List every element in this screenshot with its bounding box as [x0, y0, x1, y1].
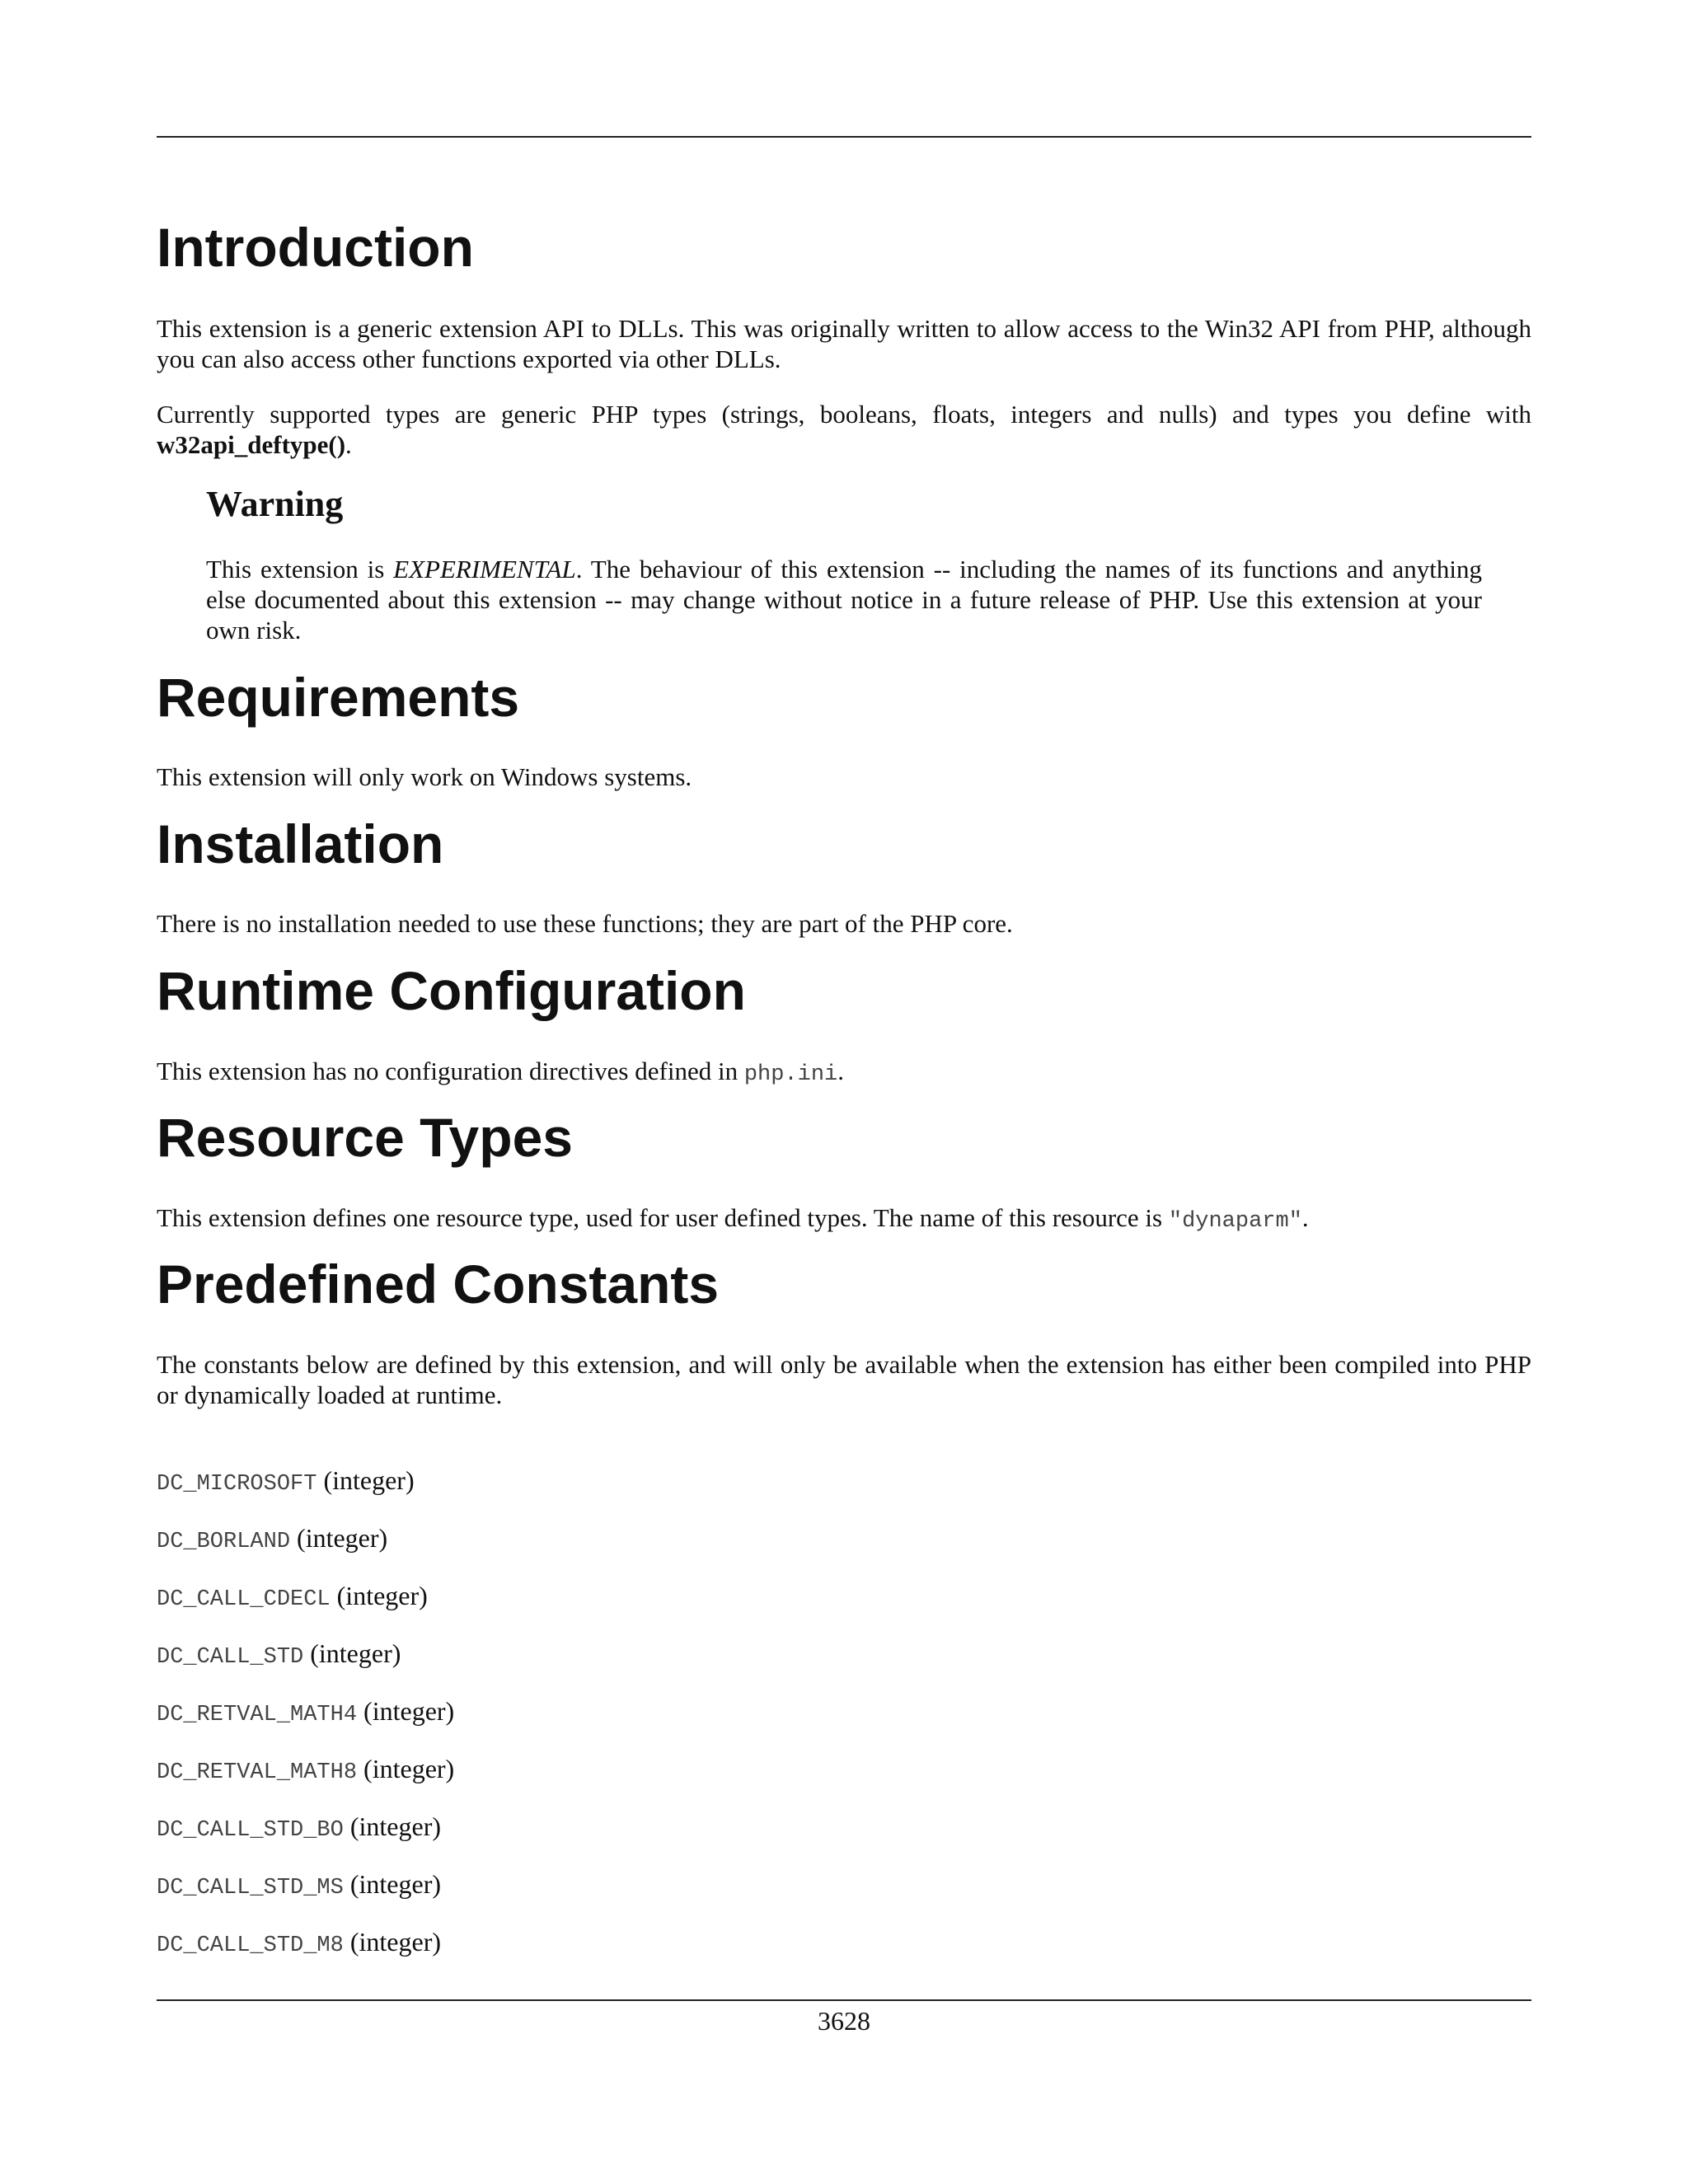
- installation-heading: Installation: [157, 813, 444, 874]
- constant-type: (integer): [349, 1869, 441, 1899]
- document-page: [157, 0, 1531, 2184]
- constant-type: (integer): [349, 1927, 441, 1957]
- php-ini-code: php.ini: [743, 1062, 838, 1087]
- introduction-paragraph-2-end: .: [345, 430, 352, 459]
- constant-type: (integer): [323, 1465, 415, 1495]
- predefined-constants-text: The constants below are defined by this extension, and will only be available when the extension has either been compiled into PHP or dynamically loaded at runtime.: [157, 1350, 1531, 1409]
- constant-name: DC_CALL_STD_M8: [157, 1933, 344, 1958]
- constant-item: [157, 1464, 415, 1501]
- runtime-configuration-text: [157, 1056, 1531, 1090]
- constant-name: DC_CALL_STD_MS: [157, 1876, 344, 1900]
- constant-type: (integer): [310, 1638, 401, 1668]
- experimental-emphasis: EXPERIMENTAL: [393, 555, 576, 583]
- constant-name: DC_RETVAL_MATH8: [157, 1760, 358, 1785]
- top-rule: [157, 136, 1531, 138]
- introduction-paragraph-2: [157, 399, 1531, 460]
- constant-type: (integer): [363, 1696, 455, 1726]
- runtime-configuration-heading: Runtime Configuration: [157, 960, 746, 1021]
- warning-title: Warning: [206, 484, 344, 524]
- constant-name: DC_CALL_STD_BO: [157, 1818, 344, 1843]
- constant-item: [157, 1752, 454, 1789]
- constant-type: (integer): [297, 1523, 388, 1553]
- introduction-heading: Introduction: [157, 217, 474, 278]
- constant-type: (integer): [349, 1811, 441, 1841]
- constant-item: [157, 1810, 441, 1847]
- resource-types-heading: Resource Types: [157, 1107, 573, 1168]
- constant-type: (integer): [363, 1754, 455, 1783]
- constant-name: DC_RETVAL_MATH4: [157, 1703, 358, 1727]
- predefined-constants-heading: Predefined Constants: [157, 1254, 720, 1315]
- runtime-configuration-text-end: .: [837, 1057, 844, 1085]
- w32api-deftype-function: w32api_deftype(): [157, 430, 346, 459]
- introduction-paragraph-2-text: Currently supported types are generic PHP types (strings, booleans, floats, integers and nulls) and types you define with: [157, 400, 1531, 429]
- bottom-rule: [157, 1999, 1531, 2001]
- installation-text: There is no installation needed to use these functions; they are part of the PHP core.: [157, 909, 1013, 938]
- constant-name: DC_BORLAND: [157, 1530, 291, 1554]
- constant-item: [157, 1925, 441, 1962]
- constant-name: DC_MICROSOFT: [157, 1472, 317, 1497]
- requirements-heading: Requirements: [157, 667, 520, 728]
- constant-item: [157, 1579, 428, 1616]
- warning-text-end: . The behaviour of this extension -- including the names of its functions and anything else documented about this extension -- may change without notice in a future release of PHP. Use this extension at your own risk.: [206, 555, 1482, 644]
- constant-item: [157, 1868, 441, 1905]
- constant-item: [157, 1637, 401, 1674]
- introduction-paragraph-1: This extension is a generic extension API to DLLs. This was originally written to allow access to the Win32 API from PHP, although you can also access other functions exported via other DLLs.: [157, 314, 1531, 373]
- constant-type: (integer): [336, 1581, 428, 1610]
- resource-types-text: [157, 1202, 1531, 1237]
- constant-item: [157, 1694, 454, 1732]
- constant-name: DC_CALL_STD: [157, 1645, 304, 1670]
- warning-text-start: This extension is: [206, 555, 394, 583]
- requirements-text: This extension will only work on Windows systems.: [157, 762, 692, 791]
- runtime-configuration-text-start: This extension has no configuration directives defined in: [157, 1057, 744, 1085]
- resource-types-text-end: .: [1301, 1203, 1309, 1232]
- resource-types-text-start: This extension defines one resource type, used for user defined types. The name of this resource is: [157, 1203, 1169, 1232]
- dynaparm-code: "dynaparm": [1168, 1209, 1302, 1234]
- constant-item: [157, 1521, 387, 1558]
- warning-text: [206, 554, 1482, 645]
- constant-name: DC_CALL_CDECL: [157, 1587, 331, 1612]
- page-number: 3628: [818, 2006, 870, 2036]
